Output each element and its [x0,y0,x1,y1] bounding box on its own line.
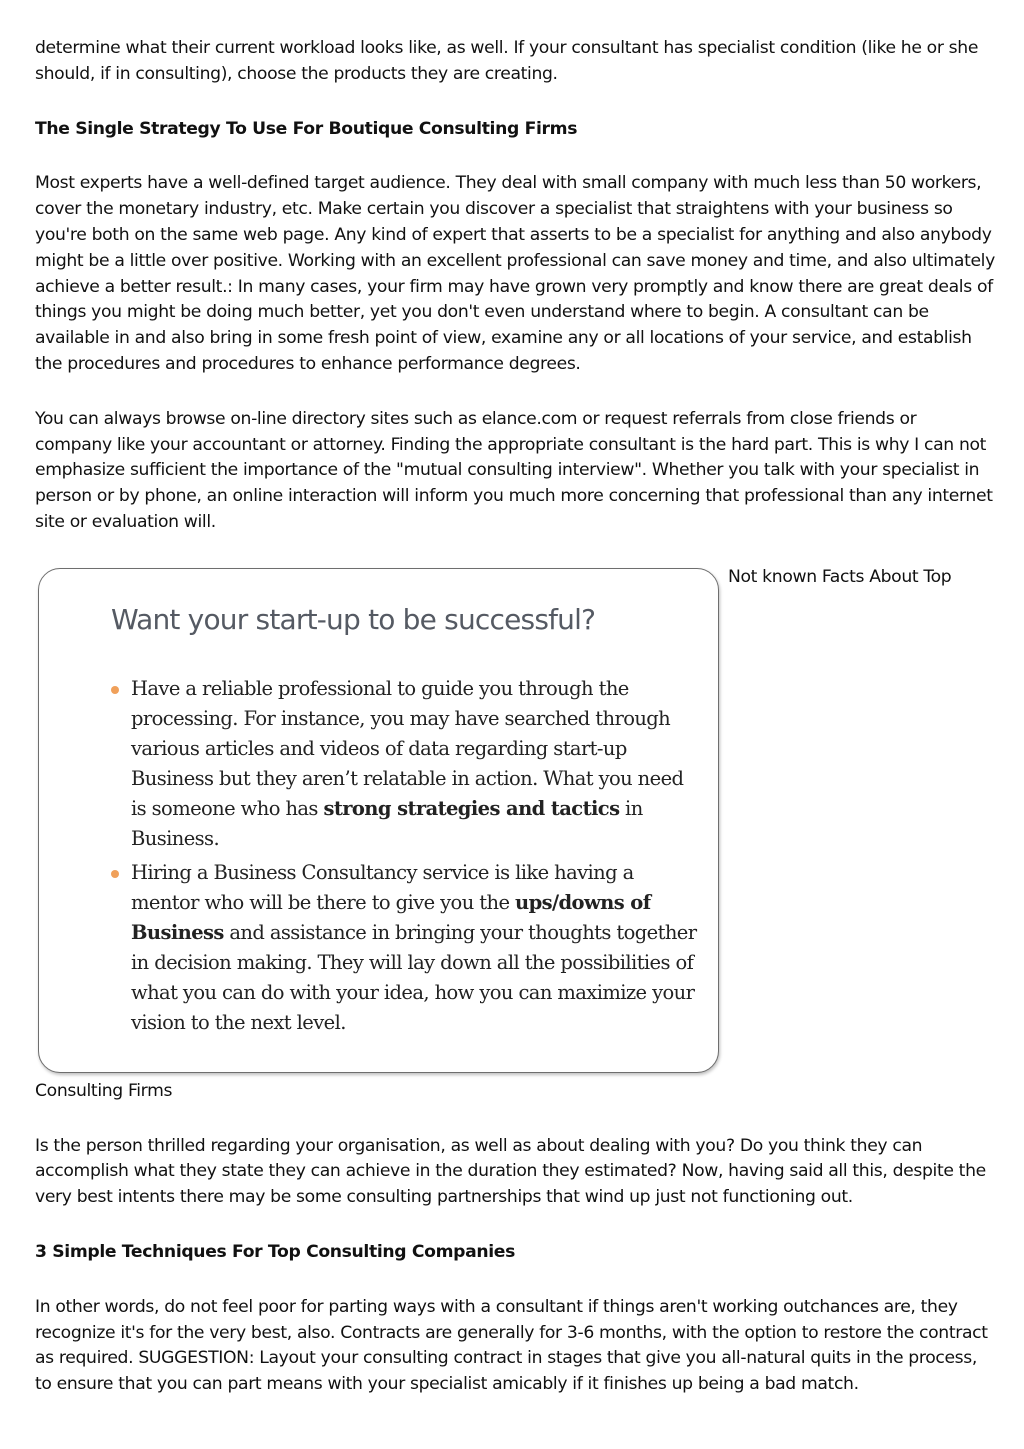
article [35,36,995,1398]
section-heading-techniques: 3 Simple Techniques For Top Consulting Companies [35,1241,515,1262]
slide-bullet-text: in Business. [131,796,643,850]
figure-block [35,565,995,1079]
slide-bullet-item [111,674,701,854]
image-caption-bottom: Consulting Firms [35,1080,173,1101]
slide-title: Want your start-up to be successful? [111,602,596,636]
slide-bullet-item [111,858,701,1038]
slide-bullet-list [111,674,701,1042]
slide-bullet-emphasis: ups/downs of Business [131,890,651,944]
paragraph-parting-ways: In other words, do not feel poor for parting ways with a consultant if things aren't working outchances are, they recognize it's for the very best, also. Contracts are generally for 3-6 months, with the option to restore the contract as required. SUGGESTION: Layout your consulting contract in stages that give you all-natural quits in the process, to ensure that you can part means with your specialist amicably if it finishes up being a bad match. [35,1296,988,1395]
image-caption-top: Not known Facts About Top [728,566,952,587]
paragraph-target-audience: Most experts have a well-defined target audience. They deal with small company with much less than 50 workers, cover the monetary industry, etc. Make certain you discover a specialist that straightens with your business so you're both on the same web page. Any kind of expert that asserts to be a specialist for anything and also anybody might be a little over positive. Working with an excellent professional can save money and time, and also ultimately achieve a better result.: In many cases, your firm may have grown very promptly and know there are great deals of things you might be doing much better, yet you don't even understand where to begin. A consultant can be available in and also bring in some fresh point of view, examine any or all locations of your service, and establish the procedures and procedures to enhance performance degrees. [35,173,995,374]
paragraph-thrilled: Is the person thrilled regarding your organisation, as well as about dealing with you? Do you think they can accomplish what they state they can achieve in the duration they estimated? Now, having said all this, despite the very best intents there may be some consulting partnerships that wind up just not functioning out. [35,1135,986,1208]
bullet-dot-icon [111,686,119,694]
slide-bullet-emphasis: strong strategies and tactics [323,796,620,820]
bullet-dot-icon [111,870,119,878]
paragraph-directory-sites: You can always browse on-line directory sites such as elance.com or request referrals from close friends or company like your accountant or attorney. Finding the appropriate consultant is the hard part. This is why I can not emphasize sufficient the importance of the "mutual consulting interview". Whether you talk with your specialist in person or by phone, an online interaction will inform you much more concerning that professional than any internet site or evaluation will. [35,408,993,532]
paragraph-intro: determine what their current workload looks like, as well. If your consultant has specialist condition (like he or she should, if in consulting), choose the products they are creating. [35,38,979,84]
slide-image [38,568,719,1073]
section-heading-boutique: The Single Strategy To Use For Boutique Consulting Firms [35,118,578,139]
slide-bullet-text: Hiring a Business Consultancy service is like having a mentor who will be there to give you the [131,860,634,914]
slide-bullet-text: Have a reliable professional to guide you through the processing. For instance, you may have searched through various articles and videos of data regarding start-up Business but they aren’t relatable in action. What you need is someone who has [131,676,684,820]
slide-bullet-text: and assistance in bringing your thoughts together in decision making. They will lay down all the possibilities of what you can do with your idea, how you can maximize your vision to the next level. [131,920,697,1034]
